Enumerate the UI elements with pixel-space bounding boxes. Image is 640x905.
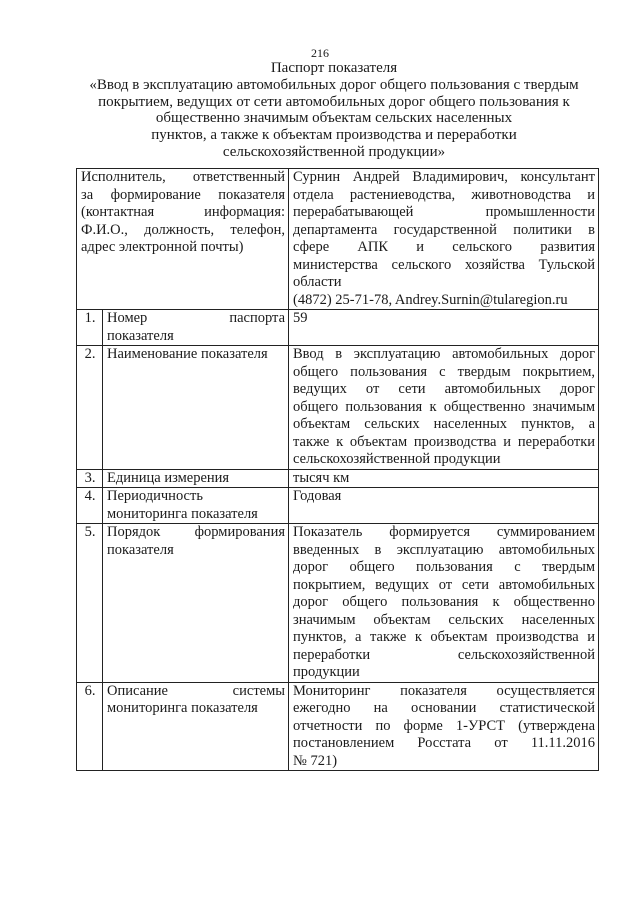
- row-value-line: переработки сельскохозяйственной: [293, 646, 596, 663]
- executor-label-cell: [77, 169, 289, 310]
- row-value-cell: [289, 346, 599, 470]
- executor-value-line: Сурнин Андрей Владимирович, консультант: [293, 169, 596, 185]
- row-value-line: покрытием, ведущих от сети автомобильных: [293, 576, 596, 593]
- row-label-line: Наименование показателя: [107, 346, 268, 362]
- row-label-line: Описание системы: [107, 682, 286, 699]
- row-number: 1.: [77, 310, 103, 346]
- page-number: 216: [311, 46, 329, 60]
- row-label-line: Периодичность: [107, 488, 203, 504]
- row-number: 5.: [77, 524, 103, 683]
- row-value-line: постановлением Росстата от 11.11.2016: [293, 735, 596, 751]
- table-row: [77, 310, 599, 346]
- executor-contact-line: (4872) 25-71-78, Andrey.Surnin@tularegion.ru: [293, 291, 568, 308]
- table-row: [77, 682, 599, 771]
- executor-value-cell: [289, 169, 599, 310]
- row-label-cell: [103, 469, 289, 488]
- passport-heading: Паспорт показателя: [270, 60, 398, 76]
- row-value-line: Годовая: [293, 488, 342, 504]
- executor-value-line: области: [293, 274, 342, 290]
- row-label-line: Номер паспорта: [107, 310, 286, 326]
- row-value-line: введенных в эксплуатацию автомобильных: [293, 541, 596, 558]
- row-number: 3.: [77, 469, 103, 488]
- executor-row: [77, 169, 599, 310]
- row-value-line: общего пользования с твердым покрытием,: [293, 363, 596, 380]
- table-row: [77, 488, 599, 524]
- table-row: [77, 469, 599, 488]
- executor-value-line: перерабатывающей промышленности: [293, 204, 596, 220]
- row-value-line: объектам сельских населенных пунктов, а: [293, 416, 596, 432]
- row-number: 2.: [77, 346, 103, 470]
- row-label-line: Единица измерения: [107, 469, 230, 486]
- row-value-cell: [289, 469, 599, 488]
- executor-label-line: Исполнитель, ответственный: [81, 169, 286, 185]
- row-label-cell: [103, 682, 289, 771]
- row-label-line: показателя: [107, 327, 174, 344]
- row-value-line: сельскохозяйственной продукции: [293, 451, 501, 467]
- row-value-line: тысяч км: [293, 469, 350, 486]
- row-value-line: дорог общего пользования с твердым: [293, 559, 596, 575]
- row-value-line: № 721): [293, 752, 338, 769]
- executor-value-line: отдела растениеводства, животноводства и: [293, 186, 596, 203]
- executor-value-line: министерства сельского хозяйства Тульской: [293, 256, 596, 273]
- executor-value-line: департамента государственной политики в: [293, 221, 596, 238]
- indicator-title-line: покрытием, ведущих от сети автомобильных дорог общего пользования к: [98, 93, 570, 110]
- row-value-line: пунктов, а также к объектам производства и: [293, 629, 596, 645]
- row-value-line: общего пользования к общественно значимым: [293, 398, 596, 415]
- row-value-cell: [289, 488, 599, 524]
- table-row: [77, 524, 599, 683]
- indicator-title-line: общественно значимым объектам сельских населенных: [155, 110, 513, 127]
- row-label-cell: [103, 488, 289, 524]
- row-label-line: мониторинга показателя: [107, 505, 258, 522]
- indicator-title-line: пунктов, а также к объектам производства и переработки: [151, 127, 517, 144]
- row-number: 6.: [77, 682, 103, 771]
- indicator-title-line: «Ввод в эксплуатацию автомобильных дорог общего пользования с твердым: [89, 76, 579, 93]
- row-value-line: также к объектам производства и переработки: [293, 433, 596, 450]
- executor-value-line: сфере АПК и сельского развития: [293, 239, 596, 255]
- row-value-line: Показатель формируется суммированием: [293, 524, 596, 540]
- row-label-line: Порядок формирования: [107, 524, 286, 540]
- title-block: [84, 60, 584, 161]
- row-value-line: Ввод в эксплуатацию автомобильных дорог: [293, 346, 596, 362]
- passport-table: [76, 168, 599, 771]
- row-value-line: ежегодно на основании статистической: [293, 700, 596, 716]
- executor-label-line: адрес электронной почты): [81, 239, 244, 255]
- row-value-cell: [289, 682, 599, 771]
- executor-label-line: (контактная информация:: [81, 204, 286, 220]
- row-value-line: дорог общего пользования к общественно: [293, 594, 596, 610]
- row-label-cell: [103, 346, 289, 470]
- row-value-cell: [289, 524, 599, 683]
- row-value-line: ведущих от сети автомобильных дорог: [293, 381, 596, 397]
- row-label-cell: [103, 310, 289, 346]
- row-value-line: продукции: [293, 664, 360, 680]
- table-row: [77, 346, 599, 470]
- row-value-line: значимым объектам сельских населенных: [293, 611, 596, 628]
- row-label-cell: [103, 524, 289, 683]
- row-label-line: мониторинга показателя: [107, 700, 258, 716]
- row-number: 4.: [77, 488, 103, 524]
- row-label-line: показателя: [107, 541, 174, 558]
- executor-label-line: Ф.И.О., должность, телефон,: [81, 221, 286, 238]
- indicator-title-line: сельскохозяйственной продукции»: [222, 143, 446, 160]
- row-value-line: отчетности по форме 1-УРСТ (утверждена: [293, 717, 596, 734]
- row-value-cell: [289, 310, 599, 346]
- row-value-line: Мониторинг показателя осуществляется: [293, 682, 596, 699]
- row-value-line: 59: [293, 310, 308, 326]
- executor-label-line: за формирование показателя: [81, 186, 286, 203]
